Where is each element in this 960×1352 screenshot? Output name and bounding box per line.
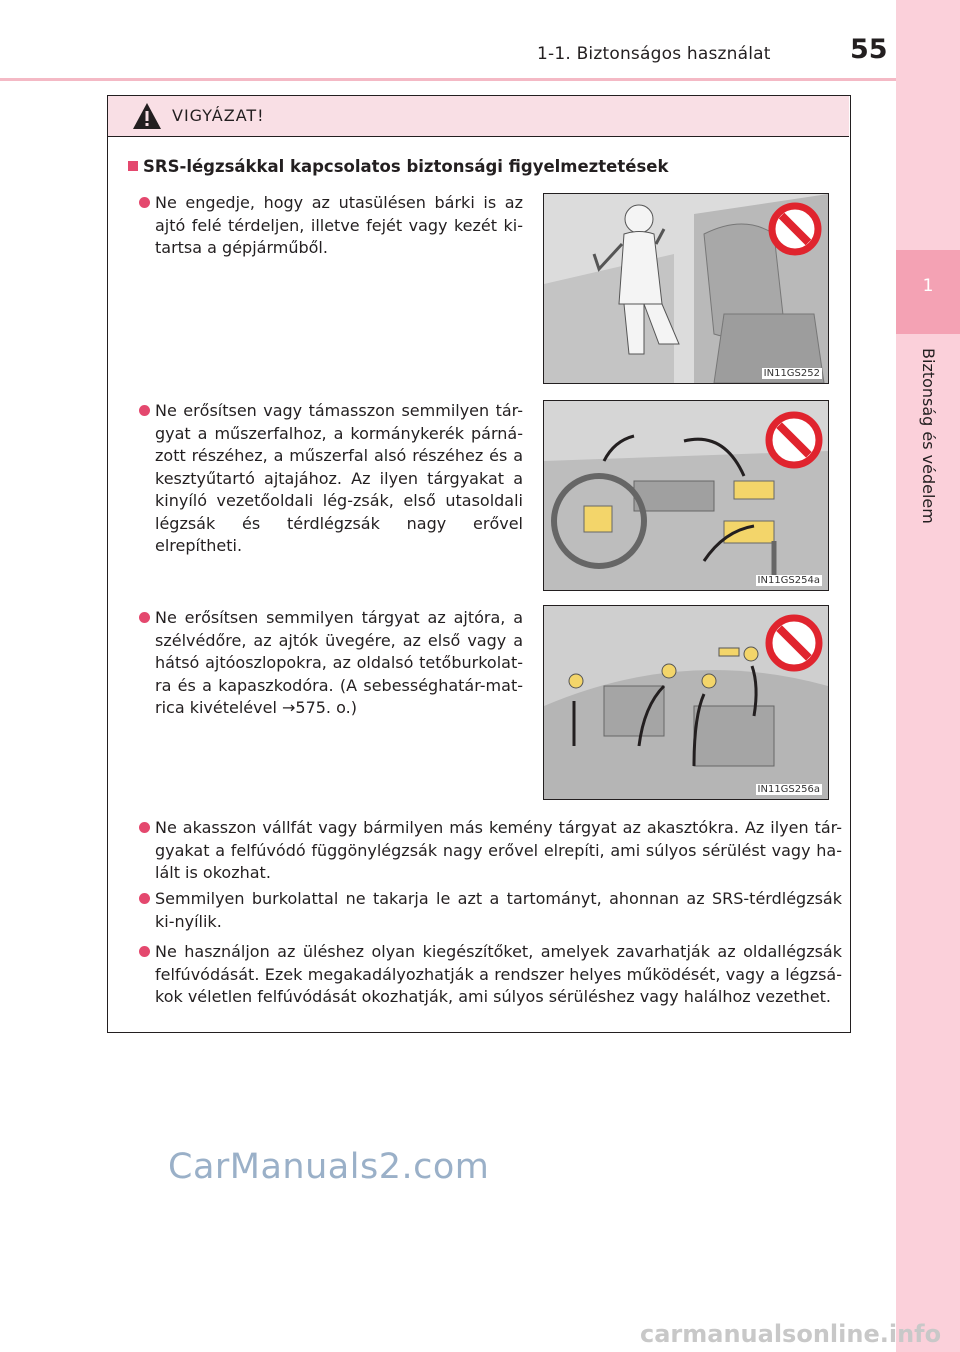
square-bullet-icon [128, 161, 138, 171]
header-rule [0, 78, 896, 81]
warning-bullet [155, 941, 842, 1009]
bullet-dot-icon [139, 822, 150, 833]
warning-bullet [155, 400, 523, 558]
figure-code: IN11GS256a [757, 784, 820, 795]
figure-dashboard-objects [543, 400, 829, 591]
warning-subheading [128, 157, 668, 176]
watermark-link[interactable]: CarManuals2.com [168, 1147, 490, 1187]
chapter-side-tab [896, 0, 960, 1352]
figure-code: IN11GS252 [763, 368, 820, 379]
bullet-text: Ne erősítsen semmilyen tárgyat az ajtóra, a szélvédőre, az ajtók üvegére, az első vagy a hátsó ajtóoszlopokra, az oldalsó tetőburkolat-ra és a kapaszkodóra. (A sebességhatár-mat-rica kivételével →575. o.) [155, 608, 523, 717]
bullet-dot-icon [139, 946, 150, 957]
warning-bullet [155, 888, 842, 933]
bullet-text: Ne erősítsen vagy támasszon semmilyen tár-gyat a műszerfalhoz, a kormánykerék párná-zott részéhez, a műszerfal alsó részéhez és a kesztyűtartó ajtajához. Az ilyen tárgyakat a kinyíló vezetőoldali lég-zsák, első utasoldali légzsák és térdlégzsák nagy erővel elrepítheti. [155, 401, 523, 555]
warning-bullet [155, 192, 523, 260]
bullet-dot-icon [139, 197, 150, 208]
chapter-title: Biztonság és védelem [919, 348, 938, 524]
prohibition-icon [765, 411, 823, 469]
warning-header [108, 96, 849, 137]
figure-interior-objects [543, 605, 829, 800]
subheading-text: SRS-légzsákkal kapcsolatos biztonsági figyelmeztetések [143, 157, 669, 176]
bullet-dot-icon [139, 893, 150, 904]
prohibition-icon [765, 614, 823, 672]
footer-watermark: carmanualsonline.info [640, 1320, 942, 1348]
prohibition-icon [768, 202, 822, 256]
warning-title: VIGYÁZAT! [172, 106, 265, 125]
warning-triangle-icon [132, 102, 162, 130]
chapter-number: 1 [922, 276, 934, 296]
warning-bullet [155, 607, 523, 720]
bullet-text: Semmilyen burkolattal ne takarja le azt a tartományt, ahonnan az SRS-térdlégzsák ki-nyílik. [155, 889, 842, 931]
bullet-text: Ne engedje, hogy az utasülésen bárki is az ajtó felé térdeljen, illetve fejét vagy kezét ki-tartsa a gépjárműből. [155, 193, 523, 257]
warning-box [107, 95, 851, 1033]
bullet-dot-icon [139, 405, 150, 416]
warning-bullet [155, 817, 842, 885]
bullet-text: Ne akasszon vállfát vagy bármilyen más kemény tárgyat az akasztókra. Az ilyen tár-gyakat a felfúvódó függönylégzsák nagy erővel elrepíti, ami súlyos sérülést vagy ha-lált is okozhat. [155, 818, 842, 882]
section-title: 1-1. Biztonságos használat [537, 44, 771, 64]
bullet-dot-icon [139, 612, 150, 623]
figure-code: IN11GS254a [757, 575, 820, 586]
bullet-text: Ne használjon az üléshez olyan kiegészítőket, amelyek zavarhatják az oldallégzsák felfúvódását. Ezek megakadályozhatják a rendszer helyes működését, vagy a légzsá-kok véletlen felfúvódását okozhatják, ami súlyos sérüléshez vagy halálhoz vezethet. [155, 942, 842, 1006]
figure-passenger-kneeling [543, 193, 829, 384]
page-number: 55 [850, 34, 888, 65]
